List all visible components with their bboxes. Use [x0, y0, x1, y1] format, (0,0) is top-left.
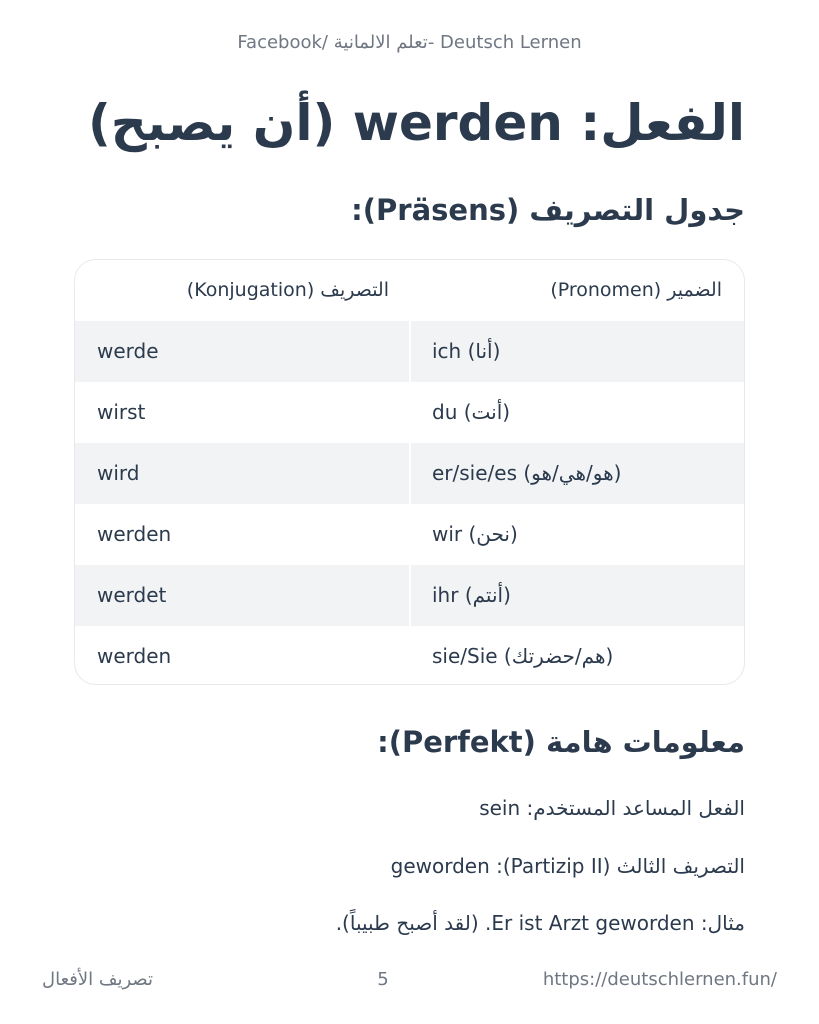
- pronoun-cell: wir (نحن): [432, 522, 518, 546]
- source-line: Facebook/ تعلم الالمانية- Deutsch Lernen: [237, 32, 582, 53]
- table-heading: جدول التصريف (Präsens):: [351, 193, 745, 227]
- conjugation-cell: werden: [97, 522, 172, 546]
- participle-line: التصريف الثالث (Partizip II): geworden: [390, 854, 745, 878]
- example-line: مثال: Er ist Arzt geworden. (لقد أصبح طبيباً).: [335, 911, 745, 935]
- conjugation-cell: werden: [97, 644, 172, 668]
- footer-section-title: تصريف الأفعال: [42, 969, 154, 990]
- pronoun-cell: ihr (أنتم): [432, 583, 511, 607]
- conjugation-cell: werde: [97, 339, 159, 363]
- header-pronoun: الضمير (Pronomen): [550, 279, 722, 301]
- conjugation-cell: werdet: [97, 583, 167, 607]
- page-number: 5: [377, 969, 389, 990]
- pronoun-cell: ich (أنا): [432, 339, 501, 363]
- info-heading: معلومات هامة (Perfekt):: [377, 725, 745, 759]
- conjugation-cell: wirst: [97, 400, 146, 424]
- pronoun-cell: du (أنت): [432, 400, 511, 424]
- conjugation-cell: wird: [97, 461, 140, 485]
- auxiliary-verb-line: الفعل المساعد المستخدم: sein: [479, 796, 745, 820]
- conjugation-table: [74, 259, 745, 685]
- header-conjugation: التصريف (Konjugation): [186, 279, 389, 301]
- column-divider: [409, 321, 411, 685]
- pronoun-cell: er/sie/es (هو/هي/هو): [432, 461, 622, 485]
- footer-url: https://deutschlernen.fun/: [542, 969, 777, 990]
- pronoun-cell: sie/Sie (هم/حضرتك): [432, 644, 614, 668]
- page-title: الفعل: werden (أن يصبح): [87, 94, 745, 152]
- table-header-row: [75, 260, 744, 321]
